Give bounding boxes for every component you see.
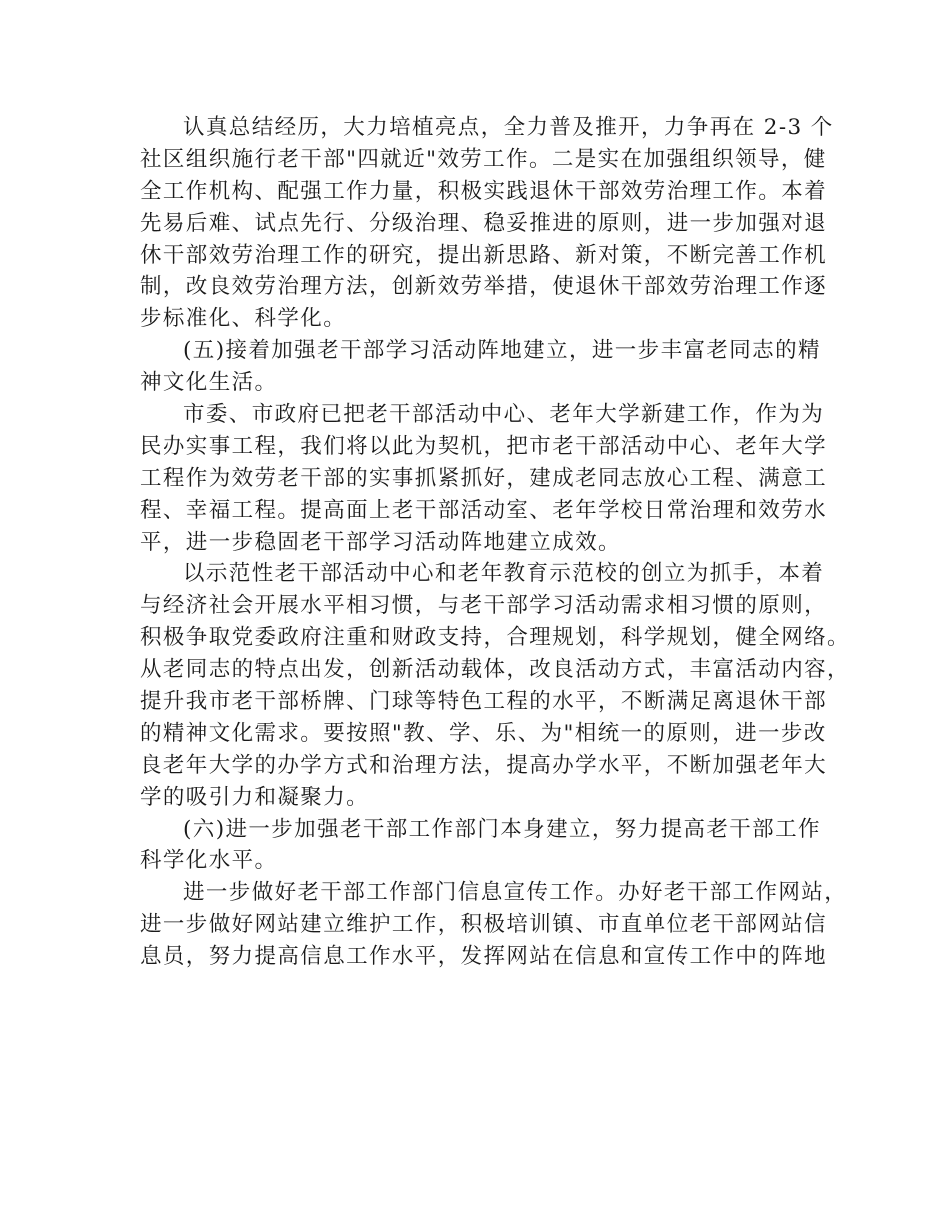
text-line: 民办实事工程，我们将以此为契机，把市老干部活动中心、老年大学 — [140, 433, 828, 459]
text-line: 社区组织施行老干部"四就近"效劳工作。二是实在加强组织领导，健 — [140, 146, 827, 172]
text-line: 神文化生活。 — [140, 370, 278, 396]
text-line: 全工作机构、配强工作力量，积极实践退休干部效劳治理工作。本着 — [140, 178, 828, 204]
text-line: 程、幸福工程。提高面上老干部活动室、老年学校日常治理和效劳水 — [140, 497, 828, 523]
text-line: 的精神文化需求。要按照"教、学、乐、为"相统一的原则，进一步改 — [140, 720, 827, 746]
text-line: 先易后难、试点先行、分级治理、稳妥推进的原则，进一步加强对退 — [140, 210, 828, 236]
text-line: 步标准化、科学化。 — [140, 306, 347, 332]
document-body — [140, 112, 850, 973]
text-line: 制，改良效劳治理方法，创新效劳举措，使退休干部效劳治理工作逐 — [140, 274, 828, 300]
text-line: 积极争取党委政府注重和财政支持，合理规划，科学规划，健全网络。 — [140, 625, 850, 651]
text-line: 与经济社会开展水平相习惯，与老干部学习活动需求相习惯的原则， — [140, 593, 828, 619]
text-line: 以示范性老干部活动中心和老年教育示范校的创立为抓手，本着 — [183, 561, 825, 587]
text-line: (六)进一步加强老干部工作部门本身建立，努力提高老干部工作 — [183, 816, 821, 842]
text-line: 工程作为效劳老干部的实事抓紧抓好，建成老同志放心工程、满意工 — [140, 465, 828, 491]
text-line: 从老同志的特点出发，创新活动载体，改良活动方式，丰富活动内容， — [140, 657, 850, 683]
text-line: 市委、市政府已把老干部活动中心、老年大学新建工作，作为为 — [183, 402, 825, 428]
text-line: 提升我市老干部桥牌、门球等特色工程的水平，不断满足离退休干部 — [140, 689, 828, 715]
text-line: 科学化水平。 — [140, 848, 278, 874]
text-line: 认真总结经历，大力培植亮点，全力普及推开，力争再在 2-3 个 — [183, 115, 834, 140]
text-line: 息员，努力提高信息工作水平，发挥网站在信息和宣传工作中的阵地 — [140, 944, 828, 970]
text-line: 休干部效劳治理工作的研究，提出新思路、新对策，不断完善工作机 — [140, 242, 828, 268]
text-line: 学的吸引力和凝聚力。 — [140, 784, 370, 810]
text-line: 进一步做好老干部工作部门信息宣传工作。办好老干部工作网站， — [183, 880, 848, 906]
text-line: 进一步做好网站建立维护工作，积极培训镇、市直单位老干部网站信 — [140, 912, 828, 938]
text-line: 平，进一步稳固老干部学习活动阵地建立成效。 — [140, 529, 621, 555]
text-line: 良老年大学的办学方式和治理方法，提高办学水平，不断加强老年大 — [140, 752, 828, 778]
text-line: (五)接着加强老干部学习活动阵地建立，进一步丰富老同志的精 — [183, 338, 821, 364]
